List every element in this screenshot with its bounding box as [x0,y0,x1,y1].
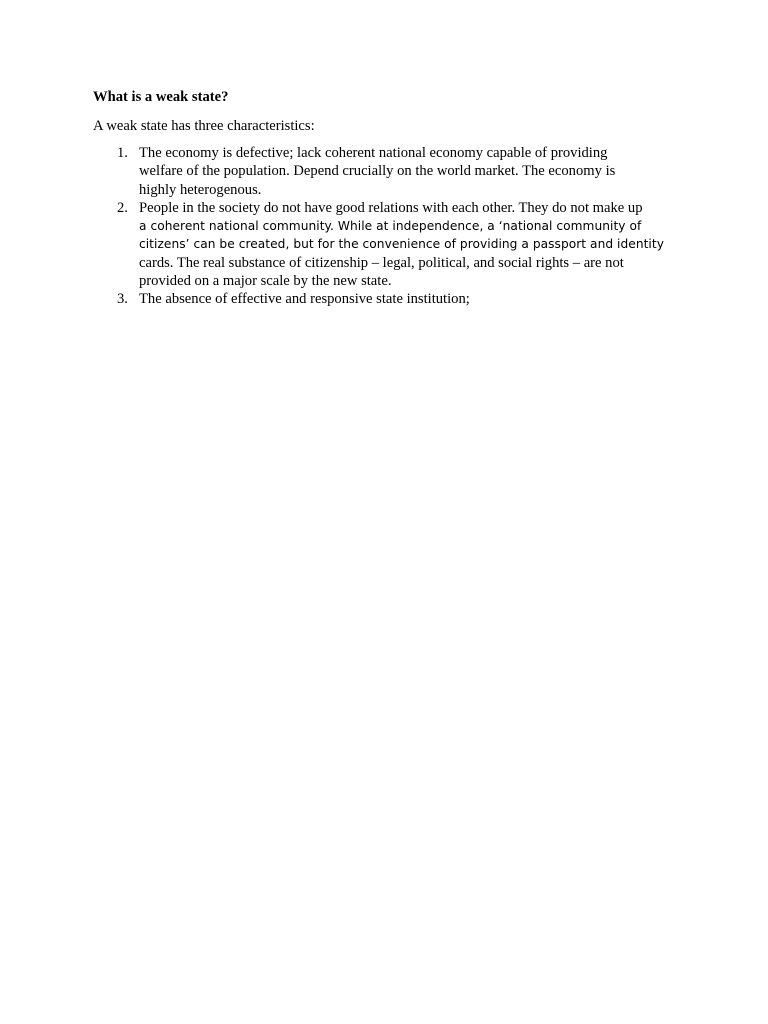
list-item-line: a coherent national community. While at independence, a ‘national community of [139,219,642,234]
document-body [93,88,693,309]
document-heading: What is a weak state? [93,89,229,105]
list-item-line: citizens’ can be created, but for the convenience of providing a passport and identity [139,237,664,252]
list-item-number: 1. [117,145,128,161]
list-item-line: cards. The real substance of citizenship – legal, political, and social rights – are not [139,254,624,271]
list-item [93,144,693,199]
list-item [93,199,693,290]
characteristics-list [93,144,693,309]
list-item-line: The absence of effective and responsive state institution; [139,291,470,308]
list-item-line: provided on a major scale by the new state. [139,273,392,290]
list-item-line: highly heterogenous. [139,181,262,198]
list-item-line: welfare of the population. Depend crucially on the world market. The economy is [139,163,616,180]
list-item-number: 3. [117,291,128,308]
list-item-line: The economy is defective; lack coherent national economy capable of providing [139,145,608,161]
list-item-line: People in the society do not have good relations with each other. They do not make up [139,199,643,216]
intro-paragraph: A weak state has three characteristics: [93,118,315,134]
list-item-number: 2. [117,199,128,216]
list-item [93,290,693,308]
